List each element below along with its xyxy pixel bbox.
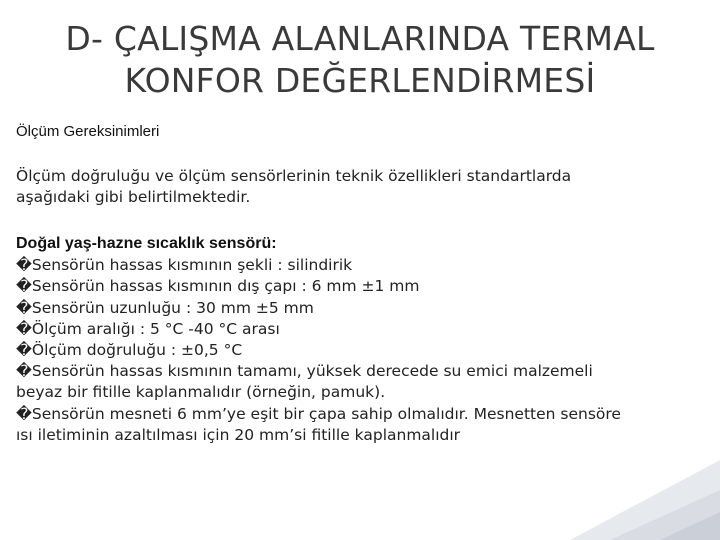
bullet-glyph: � [16,277,32,296]
section-line [16,404,706,425]
section-line [16,255,706,276]
section-line-text: beyaz bir fitille kaplanmalıdır (örneğin, pamuk). [16,383,386,402]
section-line-text: Sensörün uzunluğu : 30 mm ±5 mm [31,298,314,317]
intro-line-2: aşağıdaki gibi belirtilmektedir. [16,188,251,206]
bullet-glyph: � [16,362,32,381]
intro-line-1: Ölçüm doğruluğu ve ölçüm sensörlerinin teknik özellikleri standartlarda [16,167,572,185]
section-heading: Doğal yaş-hazne sıcaklık sensörü: [16,235,277,252]
section-line-text: Sensörün hassas kısmının tamamı, yüksek derecede su emici malzemeli [31,362,593,381]
bullet-glyph: � [16,319,32,338]
bullet-glyph: � [16,404,32,423]
slide-title-line-1: D- ÇALIŞMA ALANLARINDA TERMAL [65,19,655,58]
section-line-text: Ölçüm aralığı : 5 °C -40 °C arası [31,319,280,338]
section-line-text: Ölçüm doğruluğu : ±0,5 °C [31,341,243,360]
section-line [16,340,706,361]
section-line-text: Sensörün hassas kısmının dış çapı : 6 mm ±1 mm [31,277,420,296]
bullet-glyph: � [16,298,32,317]
section-line [16,361,706,382]
intro-paragraph [16,166,696,208]
corner-decoration [570,450,720,540]
section-line [16,276,706,297]
slide-title-line-2: KONFOR DEĞERLENDİRMESİ [124,61,596,100]
bullet-glyph: � [16,256,32,275]
subheading: Ölçüm Gereksinimleri [16,123,160,140]
section-line [16,319,706,340]
section-line [16,298,706,319]
sensor-section [16,233,706,446]
section-line-text: Sensörün mesneti 6 mm’ye eşit bir çapa sahip olmalıdır. Mesnetten sensöre [31,404,621,423]
section-line-text: ısı iletiminin azaltılması için 20 mm’si fitille kaplanmalıdır [16,425,461,444]
section-line [16,425,706,446]
section-line [16,382,706,403]
section-lines [16,255,706,446]
section-line-text: Sensörün hassas kısmının şekli : silindirik [31,256,353,275]
bullet-glyph: � [16,341,32,360]
slide-title [0,18,720,102]
